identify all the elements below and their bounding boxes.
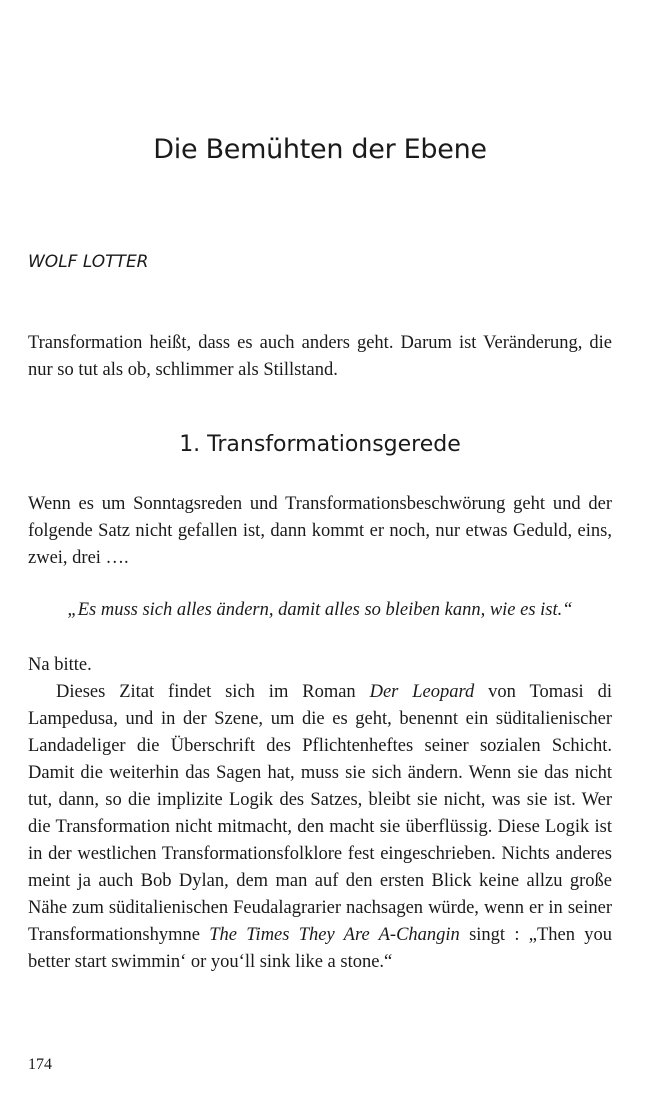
page-number: 174 — [28, 1056, 52, 1073]
paragraph-3-text-a: Dieses Zitat findet sich im Roman — [56, 682, 370, 702]
section-heading: 1. Transformationsgerede — [179, 432, 461, 457]
song-title: The Times They Are A-Changin — [209, 925, 460, 945]
paragraph-2: Na bitte. — [28, 655, 92, 675]
block-quote: „Es muss sich alles ändern, damit alles so bleiben kann, wie es ist.“ — [67, 600, 573, 620]
paragraph-1: Wenn es um Sonntagsreden und Transformationsbeschwörung geht und der folgende Satz nicht gefallen ist, dann kommt er noch, nur etwas Geduld, eins, zwei, drei …. — [28, 494, 612, 568]
author-name: WOLF LOTTER — [28, 252, 149, 272]
lead-paragraph: Transformation heißt, dass es auch anders geht. Darum ist Veränderung, die nur so tut als ob, schlimmer als Stillstand. — [28, 333, 612, 380]
paragraph-3-text-c: singt : „Then you better start swimmin‘ or you‘ll sink like a stone.“ — [28, 925, 613, 972]
novel-title: Der Leopard — [369, 682, 475, 702]
paragraph-3 — [28, 679, 612, 976]
paragraph-3-text-b: von Tomasi di Lampedusa, und in der Szene, um die es geht, benennt ein süditalienischer Landadeliger die Überschrift des Pflichtenheftes seiner sozialen Schicht. Damit die weiterhin das Sagen hat, muss sie sich ändern. Wenn sie das nicht tut, dann, so die implizite Logik des Satzes, bleibt sie nicht, was sie ist. Wer die Transformation nicht mitmacht, den macht sie überflüssig. Diese Logik ist in der westlichen Transformationsfolklore fest eingeschrieben. Nichts anderes meint ja auch Bob Dylan, dem man auf den ersten Blick keine allzu große Nähe zum süditalienischen Feudalagrarier nachsagen würde, wenn er in seiner Transformationshymne — [28, 682, 612, 945]
article-title: Die Bemühten der Ebene — [153, 134, 487, 165]
